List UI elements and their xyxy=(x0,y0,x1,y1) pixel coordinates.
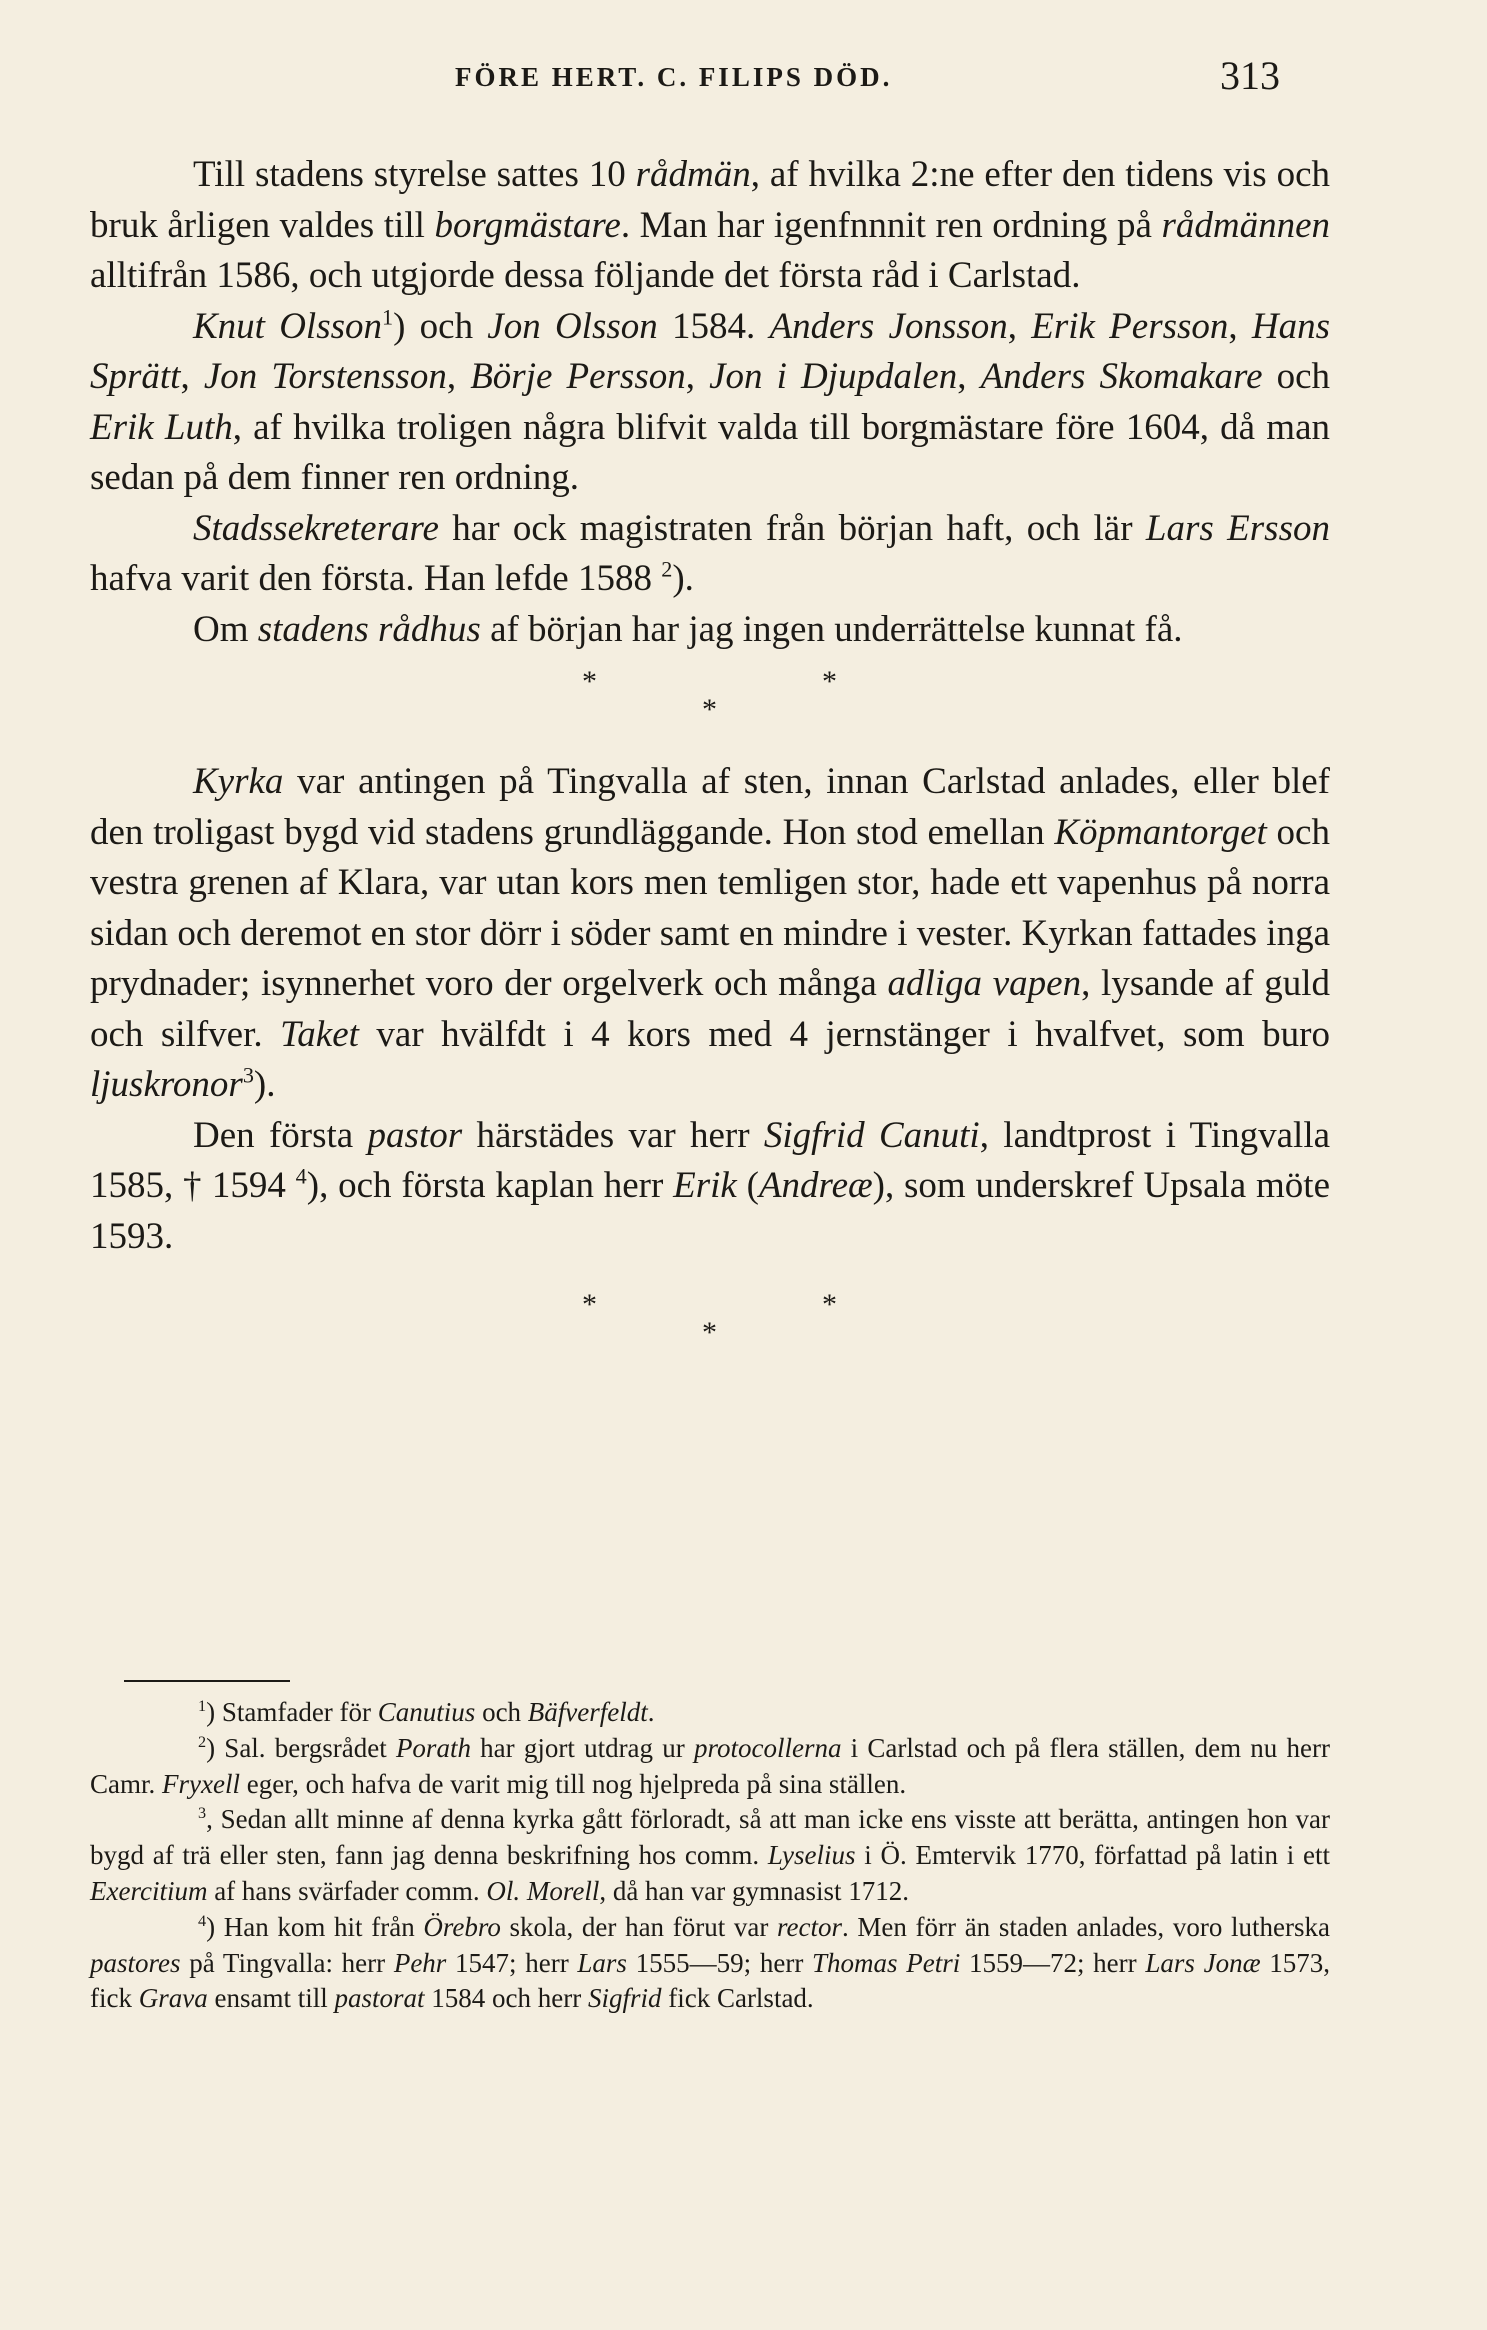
paragraph-town-secretary: Stadssekreterare har ock magistraten från början haft, och lär Lars Ersson hafva varit den första. Han lefde 1588 $^2$). xyxy=(90,507,1330,599)
page-header xyxy=(90,52,1280,102)
asterisk-ornament: * xyxy=(822,665,837,698)
footnote-3: $^3$, Sedan allt minne af denna kyrka gått förloradt, så att man icke ens visste att berätta, antingen hon var bygd af trä eller sten, fann jag denna beskrifning hos comm. Lyselius i Ö. Emtervik 1770, författad på latin i ett Exercitium af hans svärfader comm. Ol. Morell, då han var gymnasist 1712. xyxy=(90,1804,1330,1906)
asterisk-ornament: * xyxy=(702,1316,717,1349)
footnote-ref-3: 3 xyxy=(242,1062,254,1088)
asterisk-ornament: * xyxy=(582,1288,597,1321)
footnote-1: $^1$) Stamfader för Canutius och Bäfverfeldt. xyxy=(198,1697,655,1727)
running-title: FÖRE HERT. C. FILIPS DÖD. xyxy=(455,62,893,92)
page-number: 313 xyxy=(1220,53,1280,98)
main-text xyxy=(90,150,1330,1380)
asterisk-ornament: * xyxy=(582,665,597,698)
footnote-rule xyxy=(124,1680,290,1682)
paragraph-council-names: Knut Olsson$^1$) och Jon Olsson 1584. Anders Jonsson, Erik Persson, Hans Sprätt, Jon Torstensson, Börje Persson, Jon i Djupdalen, Anders Skomakare och Erik Luth, af hvilka troligen några blifvit valda till borgmästare före 1604, då man sedan på dem finner ren ordning. xyxy=(90,304,1331,498)
paragraph-first-pastor: Den första pastor härstädes var herr Sigfrid Canuti, landtprost i Tingvalla 1585, † 1594 $^4$), och första kaplan herr Erik (Andreæ), som underskref Upsala möte 1593. xyxy=(90,1114,1331,1257)
footnote-ref-1: 1 xyxy=(382,304,394,330)
section-divider-stars xyxy=(90,1280,1330,1380)
asterisk-ornament: * xyxy=(822,1288,837,1321)
section-divider-stars xyxy=(90,657,1330,757)
paragraph-town-council: Till stadens styrelse sattes 10 rådmän, af hvilka 2:ne efter den tidens vis och bruk årligen valdes till borgmästare. Man har igenfnnnit ren ordning på rådmännen alltifrån 1586, och utgjorde dessa följande det första råd i Carlstad. xyxy=(90,154,1330,296)
footnotes xyxy=(90,1695,1330,2017)
footnote-ref-4: 4 xyxy=(295,1163,307,1189)
paragraph-church: Kyrka var antingen på Tingvalla af sten, innan Carlstad anlades, eller blef den troligast bygd vid stadens grundläggande. Hon stod emellan Köpmantorget och vestra grenen af Klara, var utan kors men temligen stor, hade ett vapenhus på norra sidan och deremot en stor dörr i söder samt en mindre i vester. Kyrkan fattades inga prydnader; isynnerhet voro der orgelverk och många adliga vapen, lysande af guld och silfver. Taket var hvälfdt i 4 kors med 4 jernstänger i hvalfvet, som buro ljuskronor$^3$). xyxy=(90,761,1331,1105)
paragraph-town-hall: Om stadens rådhus af början har jag ingen underrättelse kunnat få. xyxy=(193,608,1183,650)
asterisk-ornament: * xyxy=(702,693,717,726)
footnote-2: $^2$) Sal. bergsrådet Porath har gjort utdrag ur protocollerna i Carlstad och på flera ställen, dem nu herr Camr. Fryxell eger, och hafva de varit mig till nog hjelpreda på sina ställen. xyxy=(90,1732,1330,1799)
footnote-4: $^4$) Han kom hit från Örebro skola, der han förut var rector. Men förr än staden anlades, voro lutherska pastores på Tingvalla: herr Pehr 1547; herr Lars 1555—59; herr Thomas Petri 1559—72; herr Lars Jonæ 1573, fick Grava ensamt till pastorat 1584 och herr Sigfrid fick Carlstad. xyxy=(90,1911,1331,2014)
footnote-ref-2: 2 xyxy=(661,556,673,582)
